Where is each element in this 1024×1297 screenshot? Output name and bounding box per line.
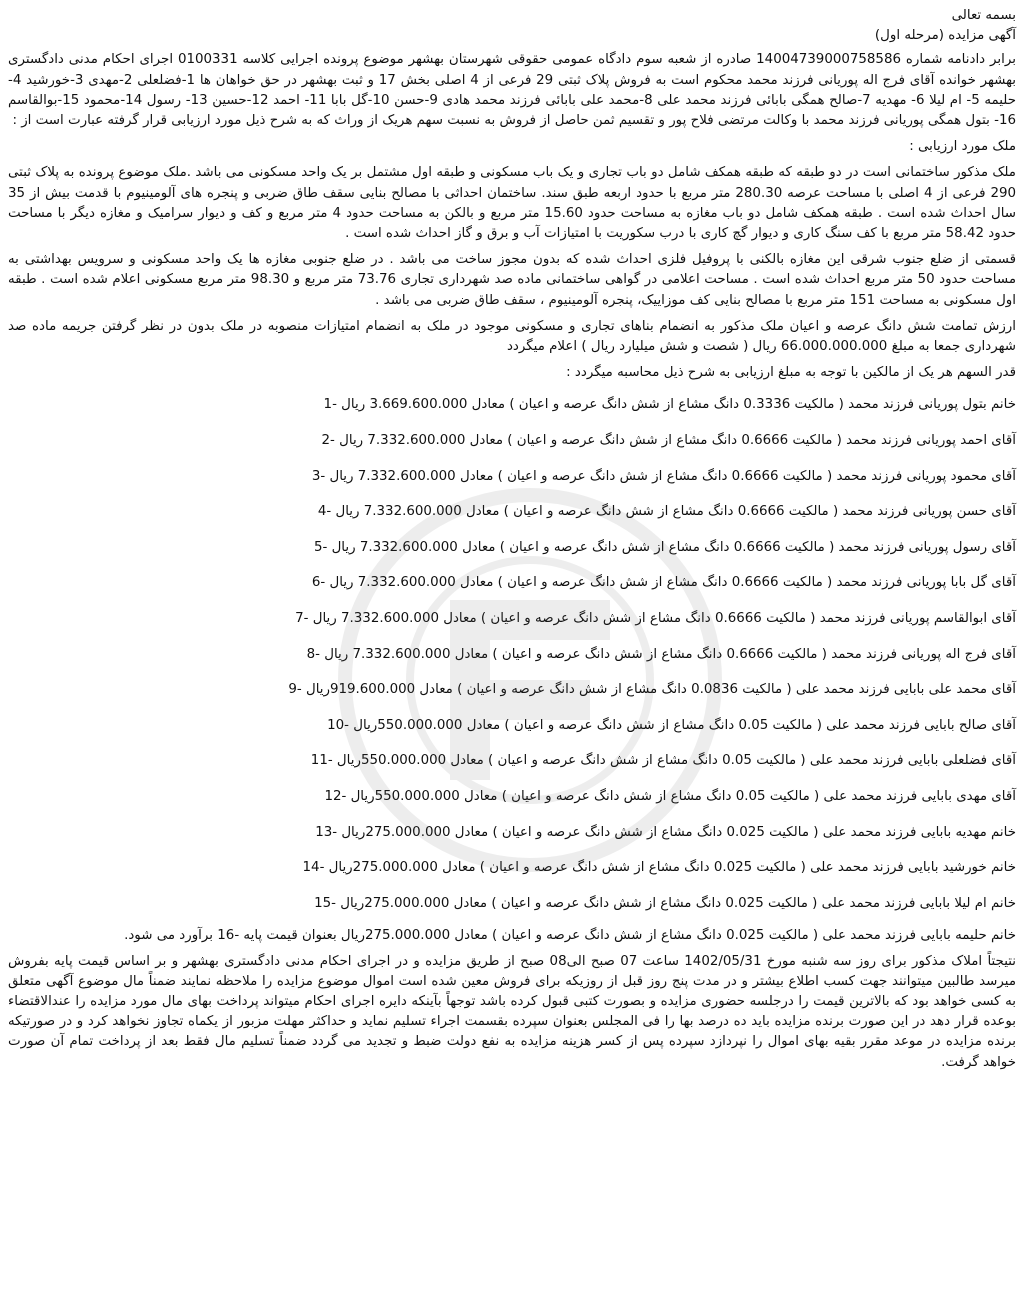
intro-paragraph: برابر دادنامه شماره 14004739000758586 صادره از شعبه سوم دادگاه عمومی حقوقی شهرستان بهشهر موضوع پرونده اجرایی کلاسه 0100331 اجرای احکام مدنی دادگستری بهشهر خوانده آقای فرج اله پوریانی فرزند محمد محکوم است به فروش پلاک ثبتی 29 فرعی از 4 اصلی بخش 17 و ثبت بهشهر در حق خواهان ها 1-فضلعلی 2-مهدی 3-خورشید 4-حلیمه 5- ام لیلا 6- مهدیه 7-صالح همگی بابائی فرزند محمد علی 8-محمد علی بابائی فرزند محمد هادی 9-حسن 10-گل بابا 11- احمد 12-حسین 13- رسول 14-محمود 15-بوالقاسم 16- بتول همگی پوریانی فرزند محمد با وکالت مرتضی فلاح پور و تقسیم ثمن حاصل از فروش به نسبت سهم هریک از وراث که به شرح ذیل مورد ارزیابی قرار گرفته عبارت است از :: [8, 52, 1017, 129]
basmala: بسمه تعالی: [951, 8, 1016, 23]
share-item: آقای رسول پوریانی فرزند محمد ( مالکیت 0.6666 دانگ مشاع از شش دانگ عرصه و اعیان ) معادل 7.332.600.000 ریال -5: [313, 539, 1016, 555]
share-item: آقای احمد پوریانی فرزند محمد ( مالکیت 0.6666 دانگ مشاع از شش دانگ عرصه و اعیان ) معادل 7.332.600.000 ریال -2: [321, 433, 1016, 449]
share-item: آقای مهدی بابایی فرزند محمد علی ( مالکیت 0.05 دانگ مشاع از شش دانگ عرصه و اعیان ) معادل 550.000.000ریال -12: [324, 788, 1016, 804]
share-item: آقای محمد علی بابایی فرزند محمد علی ( مالکیت 0.0836 دانگ مشاع از شش دانگ عرصه و اعیان ) معادل 919.600.000ریال -9: [288, 682, 1016, 698]
share-item: آقای صالح بابایی فرزند محمد علی ( مالکیت 0.05 دانگ مشاع از شش دانگ عرصه و اعیان ) معادل 550.000.000ریال -10: [327, 717, 1016, 733]
valuation-paragraph: ارزش تمامت شش دانگ عرصه و اعیان ملک مذکور به انضمام بناهای تجاری و مسکونی موجود در ملک به انضمام امتیازات منصوبه در ملک بدون در نظر گرفتن جریمه ماده صد شهرداری جمعا به مبلغ 66.000.000.000 ریال ( شصت و شش میلیارد ریال ) اعلام میگردد: [8, 318, 1016, 355]
share-item: آقای فرج اله پوریانی فرزند محمد ( مالکیت 0.6666 دانگ مشاع از شش دانگ عرصه و اعیان ) معادل 7.332.600.000 ریال -8: [306, 646, 1016, 662]
share-item: خانم خورشید بابایی فرزند محمد علی ( مالکیت 0.025 دانگ مشاع از شش دانگ عرصه و اعیان ) معادل 275.000.000ریال -14: [302, 860, 1016, 876]
share-item: خانم مهدیه بابایی فرزند محمد علی ( مالکیت 0.025 دانگ مشاع از شش دانگ عرصه و اعیان ) معادل 275.000.000ریال -13: [315, 824, 1016, 840]
shares-heading: قدر السهم هر یک از مالکین با توجه به مبلغ ارزیابی به شرح ذیل محاسبه میگردد :: [566, 365, 1016, 381]
share-item: آقای حسن پوریانی فرزند محمد ( مالکیت 0.6666 دانگ مشاع از شش دانگ عرصه و اعیان ) معادل 7.332.600.000 ریال -4: [317, 504, 1016, 520]
share-item: آقای فضلعلی بابایی فرزند محمد علی ( مالکیت 0.05 دانگ مشاع از شش دانگ عرصه و اعیان ) معادل 550.000.000ریال -11: [310, 753, 1016, 769]
property-description-1: ملک مذکور ساختمانی است در دو طبقه که طبقه همکف شامل دو باب تجاری و یک باب مسکونی و طبقه اول مشتمل بر یک واحد مسکونی می باشد .ملک موضوع پرونده به پلاک ثبتی 290 فرعی از 4 اصلی با مساحت عرصه 280.30 متر مربع با حدود اربعه طبق سند. ساختمان احداثی با مصالح بنایی سقف طاق ضربی و پنجره های آلومینیوم با قدمت بیش از 35 سال احداث شده است . طبقه همکف شامل دو باب مغازه به مساحت حدود 15.60 متر مربع و بالکن به مساحت حدود 4 متر مربع و کف و دیوار سرامیک و مغازه دیگر با مساحت حدود 58.42 متر مربع با کف سنگ کاری و دیوار گچ کاری با درب سکوریت با امتیازات آب و برق و گاز احداث شده است .: [8, 165, 1016, 242]
share-item: خانم ام لیلا بابایی فرزند محمد علی ( مالکیت 0.025 دانگ مشاع از شش دانگ عرصه و اعیان ) معادل 275.000.000ریال -15: [314, 895, 1016, 911]
closing-paragraph: نتیجتاً املاک مذکور برای روز سه شنبه مورخ 1402/05/31 ساعت 07 صبح الی08 صبح از طریق مزایده و در اجرای احکام مدنی دادگستری بهشهر و بر اساس قیمت پایه بفروش میرسد طالبین میتوانند جهت کسب اطلاع بیشتر و در مدت پنج روز قبل از روزیکه برای فروش معین شده است اموال موضوع مزایده را ملاحظه نمایند ضمناً مال موضوع آگهی متعلق به کسی خواهد بود که بالاترین قیمت را درجلسه حضوری مزایده و بصورت کتبی قبول کرده باشد توجهاً بآینکه دایره اجرای احکام میتواند پرداخت بهای مال مورد مزایده را عندالاقتضاء بوعده قرار دهد در این صورت برنده مزایده باید ده درصد بها را فی المجلس بعنوان سپرده بقسمت اجراء تسلیم نماید و حداکثر مهلت مزبور از یکماه تجاوز نخواهد کرد و در صورتیکه برنده مزایده در موعد مقرر بقیه بهای اموال را نپردازد سپرده پس از کسر هزینه مزایده به نفع دولت ضبط و تجدید می گردد ضمناً تسلیم مال فقط بعد از پرداخت تمام آن صورت خواهد گرفت.: [8, 953, 1017, 1070]
share-item: خانم بتول پوریانی فرزند محمد ( مالکیت 0.3336 دانگ مشاع از شش دانگ عرصه و اعیان ) معادل 3.669.600.000 ریال -1: [323, 397, 1016, 413]
share-item: آقای گل بابا پوریانی فرزند محمد ( مالکیت 0.6666 دانگ مشاع از شش دانگ عرصه و اعیان ) معادل 7.332.600.000 ریال -6: [311, 575, 1016, 591]
property-description-2: قسمتی از ضلع جنوب شرقی این مغازه بالکنی با پروفیل فلزی احداث شده که بدون مجوز ساخت می باشد . در ضلع جنوبی مغازه ها یک واحد مسکونی و سرویس بهداشتی به مساحت حدود 50 متر مربع احداث شده است . مساحت اعلامی در گواهی ساختمانی ماده صد شهرداری تجاری 73.76 متر مربع و 98.30 متر مربع مسکونی اعلام شده است . طبقه اول مسکونی به مساحت 151 متر مربع با مصالح بنایی کف موزاییک، پنجره آلومینیوم ، سقف طاق ضربی می باشد .: [8, 252, 1017, 308]
share-item: آقای ابوالقاسم پوریانی فرزند محمد ( مالکیت 0.6666 دانگ مشاع از شش دانگ عرصه و اعیان ) معادل 7.332.600.000 ریال -7: [295, 611, 1016, 627]
section-heading: ملک مورد ارزیابی :: [909, 139, 1016, 155]
notice-title: آگهی مزایده (مرحله اول): [874, 28, 1016, 44]
share-item: خانم حلیمه بابایی فرزند محمد علی ( مالکیت 0.025 دانگ مشاع از شش دانگ عرصه و اعیان ) معادل 275.000.000ریال بعنوان قیمت پایه -16 برآورد می شود.: [124, 927, 1016, 943]
share-item: آقای محمود پوریانی فرزند محمد ( مالکیت 0.6666 دانگ مشاع از شش دانگ عرصه و اعیان ) معادل 7.332.600.000 ریال -3: [311, 468, 1016, 484]
shares-list: [8, 389, 1016, 945]
